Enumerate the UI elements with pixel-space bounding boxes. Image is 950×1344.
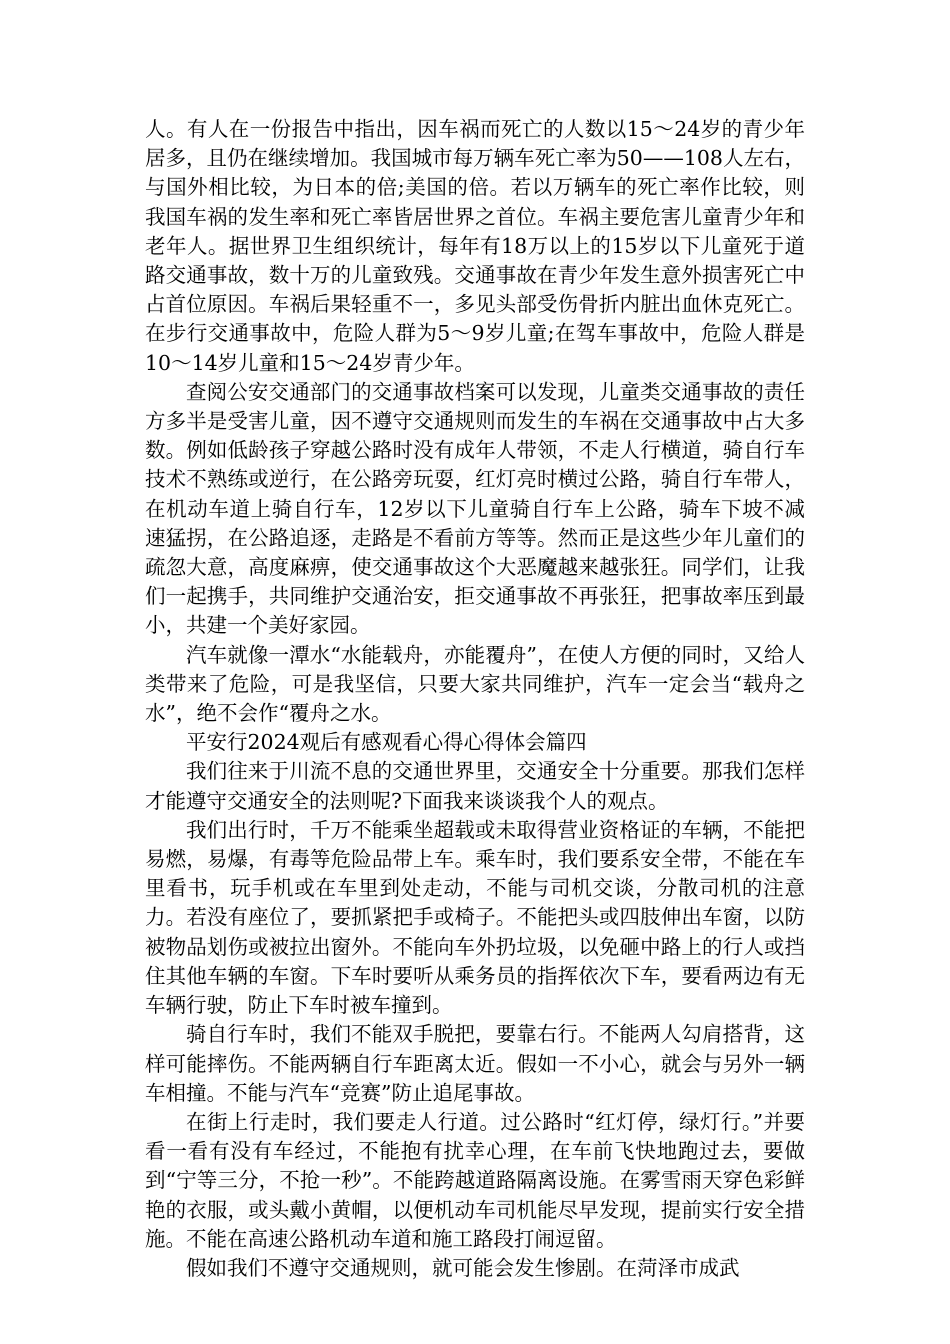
paragraph-intro: 我们往来于川流不息的交通世界里，交通安全十分重要。那我们怎样才能遵守交通安全的法则呢?下面我来谈谈我个人的观点。 [145,759,805,813]
paragraph-accident-archive: 查阅公安交通部门的交通事故档案可以发现，儿童类交通事故的责任方多半是受害儿童，因不遵守交通规则而发生的车祸在交通事故中占大多数。例如低龄孩子穿越公路时没有成年人带领，不走人行横道，骑自行车技术不熟练或逆行，在公路旁玩耍，红灯亮时横过公路，骑自行车带人，在机动车道上骑自行车，12岁以下儿童骑自行车上公路，骑车下坡不减速猛拐，在公路追逐，走路是不看前方等等。然而正是这些少年儿童们的疏忽大意，高度麻痹，使交通事故这个大恶魔越来越张狂。同学们，让我们一起携手，共同维护交通治安，拒交通事故不再张狂，把事故率压到最小，共建一个美好家园。 [145,379,805,638]
section-heading: 平安行2024观后有感观看心得心得体会篇四 [186,730,587,755]
paragraph-walking: 在街上行走时，我们要走人行道。过公路时“红灯停，绿灯行。”并要看一看有没有车经过，不能抱有扰幸心理，在车前飞快地跑过去，要做到“宁等三分，不抢一秒”。不能跨越道路隔离设施。在雾雪雨天穿色彩鲜艳的衣服，或头戴小黄帽，以便机动车司机能尽早发现，提前实行安全措施。不能在高速公路机动车道和施工路段打闹逗留。 [145,1109,805,1251]
paragraph-riding-vehicle: 我们出行时，千万不能乘坐超载或未取得营业资格证的车辆，不能把易燃，易爆，有毒等危险品带上车。乘车时，我们要系安全带，不能在车里看书，玩手机或在车里到处走动，不能与司机交谈，分散司机的注意力。若没有座位了，要抓紧把手或椅子。不能把头或四肢伸出车窗，以防被物品划伤或被拉出窗外。不能向车外扔垃圾，以免砸中路上的行人或挡住其他车辆的车窗。下车时要听从乘务员的指挥依次下车，要看两边有无车辆行驶，防止下车时被车撞到。 [145,817,805,1018]
paragraph-car-metaphor: 汽车就像一潭水“水能载舟，亦能覆舟”，在使人方便的同时，又给人类带来了危险，可是我坚信，只要大家共同维护，汽车一定会当“载舟之水”，绝不会作“覆舟之水。 [145,642,805,726]
paragraph-consequence: 假如我们不遵守交通规则，就可能会发生惨剧。在菏泽市成武 [186,1255,740,1280]
paragraph-statistics: 人。有人在一份报告中指出，因车祸而死亡的人数以15～24岁的青少年居多，且仍在继续增加。我国城市每万辆车死亡率为50——108人左右，与国外相比较，为日本的倍;美国的倍。若以万辆车的死亡率作比较，则我国车祸的发生率和死亡率皆居世界之首位。车祸主要危害儿童青少年和老年人。据世界卫生组织统计，每年有18万以上的15岁以下儿童死于道路交通事故，数十万的儿童致残。交通事故在青少年发生意外损害死亡中占首位原因。车祸后果轻重不一，多见头部受伤骨折内脏出血休克死亡。在步行交通事故中，危险人群为5～9岁儿童;在驾车事故中，危险人群是10～14岁儿童和15～24岁青少年。 [145,117,805,375]
paragraph-bicycle: 骑自行车时，我们不能双手脱把，要靠右行。不能两人勾肩搭背，这样可能摔伤。不能两辆自行车距离太近。假如一不小心，就会与另外一辆车相撞。不能与汽车“竞赛”防止追尾事故。 [145,1022,805,1105]
document-page [145,115,805,1283]
